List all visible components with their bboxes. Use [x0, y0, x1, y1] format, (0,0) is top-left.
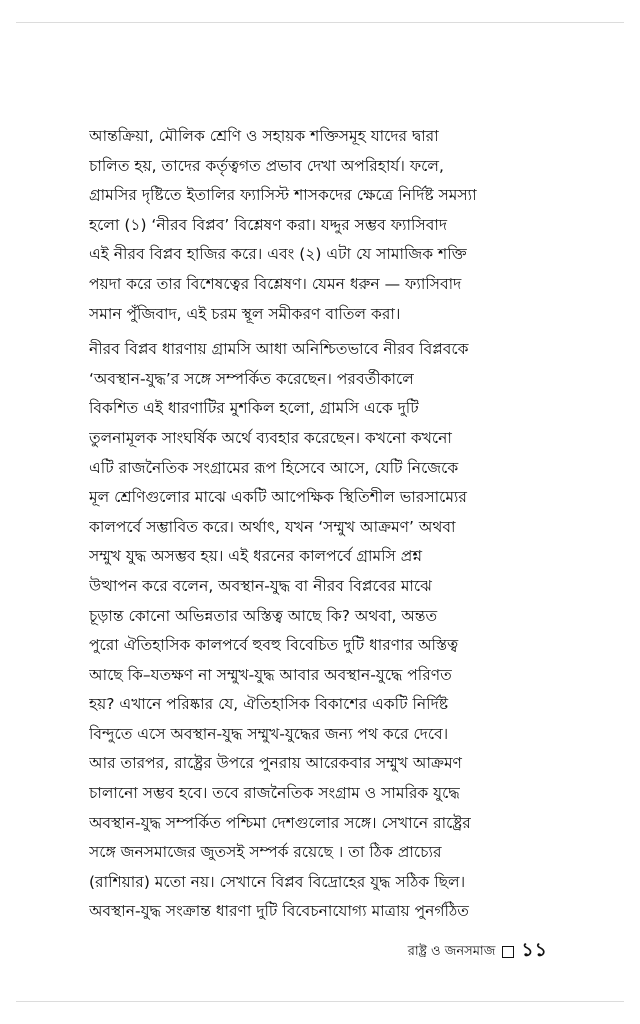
- text-line: সম্মুখ যুদ্ধ অসম্ভব হয়। এই ধরনের কালপর্বে গ্রামসি প্রশ্ন: [89, 547, 423, 566]
- page-number: ১১: [521, 939, 548, 961]
- page-footer: [408, 936, 548, 968]
- text-line: চূড়ান্ত কোনো অভিন্নতার অস্তিত্ব আছে কি? অথবা, অন্তত: [89, 606, 438, 625]
- text-line: আন্তক্রিয়া, মৌলিক শ্রেণি ও সহায়ক শক্তিসমূহ যাদের দ্বারা: [89, 127, 439, 145]
- text-line: হলো (১) ‘নীরব বিপ্লব’ বিশ্লেষণ করা। যদ্দুর সম্ভব ফ্যাসিবাদ: [89, 215, 447, 234]
- text-line: চালানো সম্ভব হবে। তবে রাজনৈতিক সংগ্রাম ও সামরিক যুদ্ধে: [89, 784, 460, 803]
- text-line: উত্থাপন করে বলেন, অবস্থান-যুদ্ধ বা নীরব বিপ্লবের মাঝে: [89, 576, 432, 595]
- text-line: অবস্থান-যুদ্ধ সংক্রান্ত ধারণা দুটি বিবেচনাযোগ্য মাত্রায় পুনর্গঠিত: [89, 902, 469, 921]
- paragraph: [89, 335, 553, 927]
- paragraph: [89, 122, 553, 329]
- text-line: আছে কি–যতক্ষণ না সম্মুখ-যুদ্ধ আবার অবস্থান-যুদ্ধে পরিণত: [89, 665, 452, 684]
- text-line: পুরো ঐতিহাসিক কালপর্বে হুবহু বিবেচিত দুটি ধারণার অস্তিত্ব: [89, 636, 459, 655]
- running-title: রাষ্ট্র ও জনসমাজ: [407, 943, 496, 959]
- page-body: [89, 122, 553, 933]
- text-line: তুলনামূলক সাংঘর্ষিক অর্থে ব্যবহার করেছেন। কখনো কখনো: [89, 428, 452, 447]
- text-line: ‘অবস্থান-যুদ্ধ’র সঙ্গে সম্পর্কিত করেছেন। পরবর্তীকালে: [89, 369, 414, 388]
- text-line: নীরব বিপ্লব ধারণায় গ্রামসি আধা অনিশ্চিতভাবে নীরব বিপ্লবকে: [89, 340, 469, 359]
- text-line: এটি রাজনৈতিক সংগ্রামের রূপ হিসেবে আসে, যেটি নিজেকে: [89, 458, 459, 477]
- text-line: আর তারপর, রাষ্ট্রের উপরে পুনরায় আরেকবার সম্মুখ আক্রমণ: [89, 754, 462, 773]
- text-line: বিকশিত এই ধারণাটির মুশকিল হলো, গ্রামসি একে দুটি: [89, 399, 419, 418]
- text-line: অবস্থান-যুদ্ধ সম্পর্কিত পশ্চিমা দেশগুলোর সঙ্গে। সেখানে রাষ্ট্রের: [89, 813, 471, 832]
- text-line: সমান পুঁজিবাদ, এই চরম স্থূল সমীকরণ বাতিল করা।: [89, 304, 401, 323]
- bottom-rule: [16, 1001, 624, 1002]
- text-line: বিন্দুতে এসে অবস্থান-যুদ্ধ সম্মুখ-যুদ্ধের জন্য পথ করে দেবে।: [89, 724, 449, 743]
- text-line: চালিত হয়, তাদের কর্তৃত্বগত প্রভাব দেখা অপরিহার্য। ফলে,: [89, 156, 444, 175]
- square-icon: [502, 946, 514, 958]
- text-line: মূল শ্রেণিগুলোর মাঝে একটি আপেক্ষিক স্থিতিশীল ভারসাম্যের: [89, 488, 467, 507]
- text-line: গ্রামসির দৃষ্টিতে ইতালির ফ্যাসিস্ট শাসকদের ক্ষেত্রে নির্দিষ্ট সমস্যা: [89, 186, 477, 205]
- text-line: পয়দা করে তার বিশেষত্বের বিশ্লেষণ। যেমন ধরুন — ফ্যাসিবাদ: [89, 274, 462, 293]
- text-line: সঙ্গে জনসমাজের জুতসই সম্পর্ক রয়েছে । তা ঠিক প্রাচ্যের: [89, 843, 442, 862]
- top-rule: [16, 22, 624, 23]
- text-line: এই নীরব বিপ্লব হাজির করে। এবং (২) এটা যে সামাজিক শক্তি: [89, 245, 467, 264]
- text-line: কালপর্বে সম্ভাবিত করে। অর্থাৎ, যখন ‘সম্মুখ আক্রমণ’ অথবা: [89, 517, 456, 536]
- text-line: হয়? এখানে পরিষ্কার যে, ঐতিহাসিক বিকাশের একটি নির্দিষ্ট: [89, 695, 449, 714]
- text-line: (রাশিয়ার) মতো নয়। সেখানে বিপ্লব বিদ্রোহের যুদ্ধ সঠিক ছিল।: [89, 872, 466, 891]
